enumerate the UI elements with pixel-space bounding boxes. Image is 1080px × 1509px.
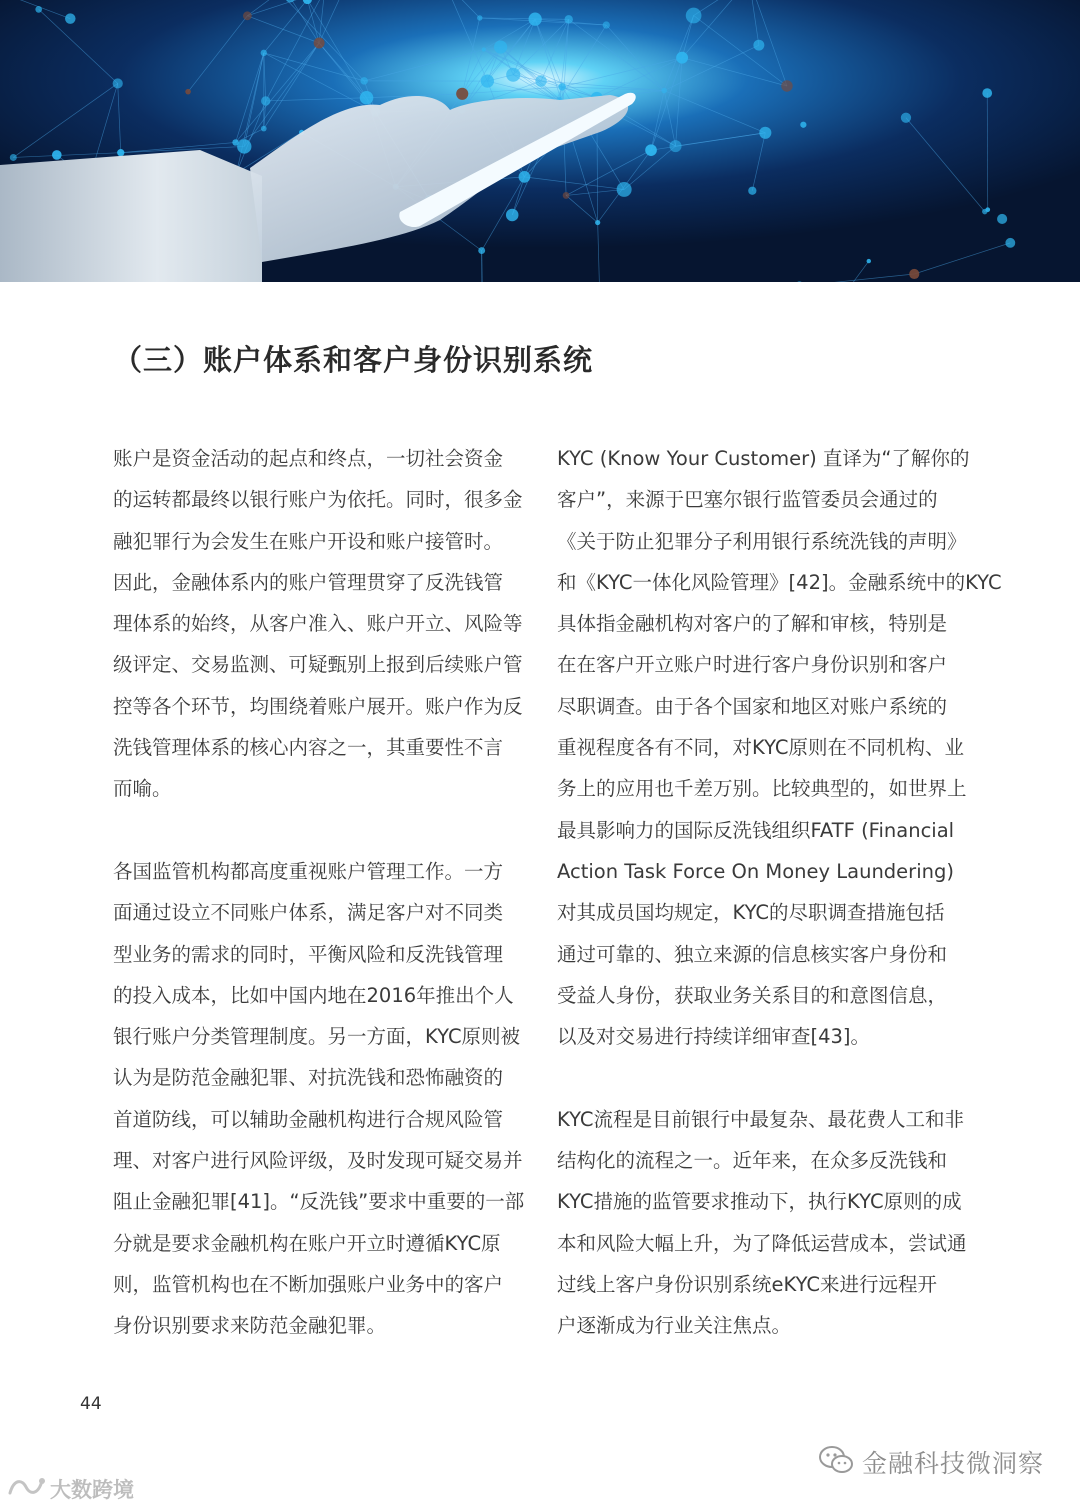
text-line: KYC流程是目前银行中最复杂、最花费人工和非 [557,1107,965,1131]
network-node [261,126,267,132]
network-node [686,8,702,24]
network-node [261,50,267,56]
network-node [748,187,756,195]
header-image [0,0,1080,282]
text-line: 因此，金融体系内的账户管理贯穿了反洗钱管 [113,570,504,594]
text-line: 最具影响力的国际反洗钱组织FATF (Financial [557,818,955,842]
text-line: 以及对交易进行持续详细审查[43]。 [557,1025,871,1049]
text-line: 客户”，来源于巴塞尔银行监管委员会通过的 [557,488,938,512]
text-line: 《关于防止犯罪分子利用银行系统洗钱的声明》 [557,529,967,553]
text-line: 级评定、交易监测、可疑甄别上报到后续账户管 [113,653,523,677]
network-node [997,214,1007,224]
network-node [360,91,374,105]
text-line: 身份识别要求来防范金融犯罪。 [113,1314,387,1338]
text-line: 面通过设立不同账户体系，满足客户对不同类 [113,901,504,925]
text-line: 分就是要求金融机构在账户开立时遵循KYC原 [113,1231,501,1255]
text-line: 融犯罪行为会发生在账户开设和账户接管时。 [113,529,504,553]
text-line: KYC (Know Your Customer) 直译为“了解你的 [557,447,970,470]
text-line: 受益人身份，获取业务关系目的和意图信息， [557,983,948,1007]
text-line: KYC措施的监管要求推动下，执行KYC原则的成 [557,1190,962,1214]
text-line: 和《KYC一体化风险管理》[42]。金融系统中的KYC [557,570,1002,594]
network-node [261,96,270,105]
network-node [759,127,771,139]
network-node [494,40,507,53]
network-node [482,47,486,51]
text-line: 银行账户分类管理制度。另一方面，KYC原则被 [113,1025,521,1049]
network-node [781,80,792,91]
network-node [564,15,572,23]
text-line: 的投入成本，比如中国内地在2016年推出个人 [113,983,514,1007]
text-line: 本和风险大幅上升，为了降低运营成本，尝试通 [557,1231,967,1255]
network-node [670,140,682,152]
left-column [113,438,525,1347]
network-node [519,171,531,183]
text-line: 通过可靠的、独立来源的信息核实客户身份和 [557,942,948,966]
network-node [477,15,482,20]
sleeve-shape [0,150,262,282]
network-node [506,68,520,82]
network-node [982,88,992,98]
network-node [65,13,76,24]
network-node [529,13,542,26]
network-node [595,220,600,225]
network-node [456,88,468,100]
text-line: 过线上客户身份识别系统eKYC来进行远程开 [557,1272,938,1296]
watermark-text: 大数跨境 [50,1478,134,1502]
network-node [360,77,368,85]
network-node [617,182,632,197]
network-node [52,150,62,160]
text-line: 的运转都最终以银行账户为依托。同时，很多金 [113,488,523,512]
paragraph [113,438,525,810]
wechat-watermark [818,1444,1044,1480]
network-node [985,207,990,212]
network-node [901,113,911,123]
network-node [314,38,325,49]
network-node [535,75,546,86]
text-line: 则，监管机构也在不断加强账户业务中的客户 [113,1272,504,1296]
text-line: 阻止金融犯罪[41]。“反洗钱”要求中重要的一部 [113,1190,525,1214]
network-node [237,139,251,153]
network-node [113,78,123,88]
network-node [243,11,252,20]
network-node [603,21,610,28]
text-line: 理体系的始终，从客户准入、账户开立、风险等 [113,612,523,636]
network-node [867,259,871,263]
text-line: 而喻。 [113,777,172,801]
network-node [506,209,519,222]
text-line: 控等各个环节，均围绕着账户展开。账户作为反 [113,694,523,718]
network-node [558,83,565,90]
right-column [557,438,1002,1347]
network-node [1005,238,1015,248]
text-line: 账户是资金活动的起点和终点，一切社会资金 [113,447,504,470]
network-node [478,247,485,254]
text-line: 重视程度各有不同，对KYC原则在不同机构、业 [557,736,965,760]
network-node [800,122,806,128]
text-line: 各国监管机构都高度重视账户管理工作。一方 [113,859,504,883]
watermark-text: 金融科技微洞察 [862,1449,1045,1478]
network-node [563,192,570,199]
text-line: 在在客户开立账户时进行客户身份识别和客户 [557,653,948,677]
network-hand-illustration [0,0,1080,282]
source-watermark [6,1474,134,1504]
text-line: 对其成员国均规定，KYC的尽职调查措施包括 [557,901,945,925]
wechat-icon [818,1445,854,1479]
text-line: 户逐渐成为行业关注焦点。 [557,1314,792,1338]
paragraph [113,851,525,1347]
text-line: 具体指金融机构对客户的了解和审核，特别是 [557,612,948,636]
brand-logo-icon [6,1475,46,1503]
text-line: 理、对客户进行风险评级，及时发现可疑交易并 [113,1149,523,1173]
network-node [10,154,17,161]
network-node [117,149,124,156]
network-node [481,74,494,87]
text-line: 尽职调查。由于各个国家和地区对账户系统的 [557,694,948,718]
text-line: 型业务的需求的同时，平衡风险和反洗钱管理 [113,942,504,966]
paragraph [557,1099,969,1347]
text-line: 洗钱管理体系的核心内容之一，其重要性不言 [113,736,504,760]
page-number: 44 [80,1394,102,1414]
text-line: 首道防线，可以辅助金融机构进行合规风险管 [113,1107,504,1131]
network-node [661,88,666,93]
text-line: Action Task Force On Money Laundering) [557,859,954,883]
paragraph [557,438,1002,1057]
text-line: 认为是防范金融犯罪、对抗洗钱和恐怖融资的 [113,1066,504,1090]
network-node [753,40,764,51]
text-line: 结构化的流程之一。近年来，在众多反洗钱和 [557,1149,948,1173]
network-node [676,52,688,64]
network-node [645,144,657,156]
network-node [185,89,191,95]
network-node [35,6,42,13]
section-title: （三）账户体系和客户身份识别系统 [113,343,594,377]
text-line: 务上的应用也千差万别。比较典型的，如世界上 [557,777,967,801]
network-node [909,269,919,279]
